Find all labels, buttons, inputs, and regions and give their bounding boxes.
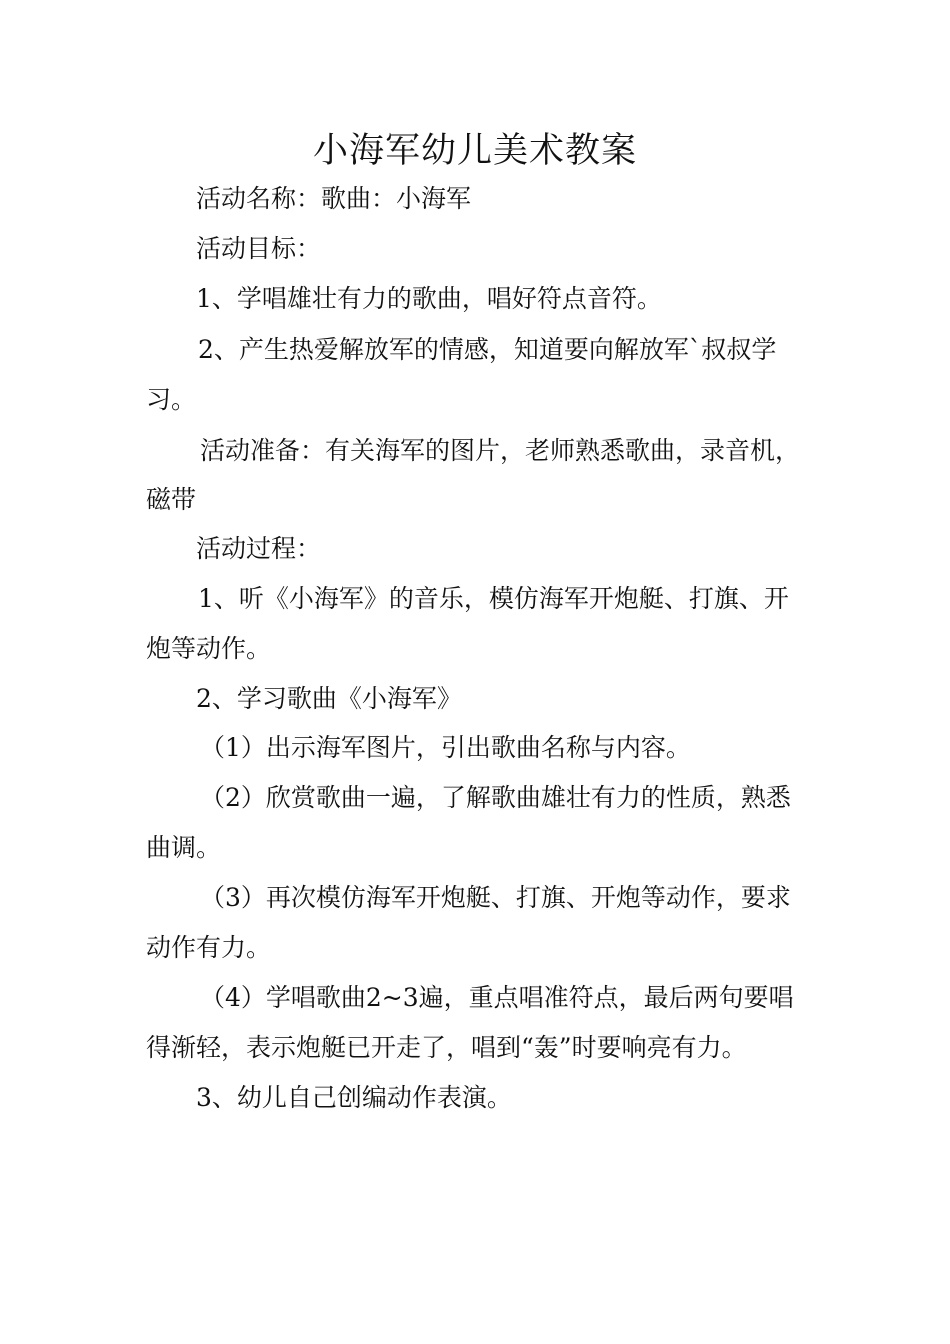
text-line-substep-1: （1）出示海军图片，引出歌曲名称与内容。 xyxy=(200,733,691,762)
text-line-substep-2-cont: 曲调。 xyxy=(146,833,222,862)
text-line-substep-2: （2）欣赏歌曲一遍，了解歌曲雄壮有力的性质，熟悉 xyxy=(200,783,791,812)
text-line-activity-goals: 活动目标： xyxy=(196,234,322,263)
text-line-goal-1: 1、学唱雄壮有力的歌曲，唱好符点音符。 xyxy=(196,284,662,313)
text-line-goal-2: 2、产生热爱解放军的情感，知道要向解放军`叔叔学 xyxy=(198,335,777,364)
text-line-substep-3-cont: 动作有力。 xyxy=(146,933,272,962)
text-line-step-1: 1、听《小海军》的音乐，模仿海军开炮艇、打旗、开 xyxy=(198,584,789,613)
text-line-activity-prep: 活动准备：有关海军的图片，老师熟悉歌曲，录音机， xyxy=(200,436,801,465)
text-line-activity-name: 活动名称：歌曲：小海军 xyxy=(196,184,472,213)
text-line-step-2: 2、学习歌曲《小海军》 xyxy=(196,684,462,713)
text-line-activity-process: 活动过程： xyxy=(196,534,322,563)
document-title: 小海军幼儿美术教案 xyxy=(312,131,637,171)
text-line-activity-prep-cont: 磁带 xyxy=(146,485,197,514)
text-line-step-3: 3、幼儿自己创编动作表演。 xyxy=(196,1083,512,1112)
text-line-step-1-cont: 炮等动作。 xyxy=(146,634,272,663)
text-line-goal-2-cont: 习。 xyxy=(146,385,197,414)
text-line-substep-4: （4）学唱歌曲2~3遍，重点唱准符点，最后两句要唱 xyxy=(200,983,794,1012)
text-line-substep-3: （3）再次模仿海军开炮艇、打旗、开炮等动作，要求 xyxy=(200,883,791,912)
text-line-substep-4-cont: 得渐轻，表示炮艇已开走了，唱到“轰”时要响亮有力。 xyxy=(146,1033,747,1062)
